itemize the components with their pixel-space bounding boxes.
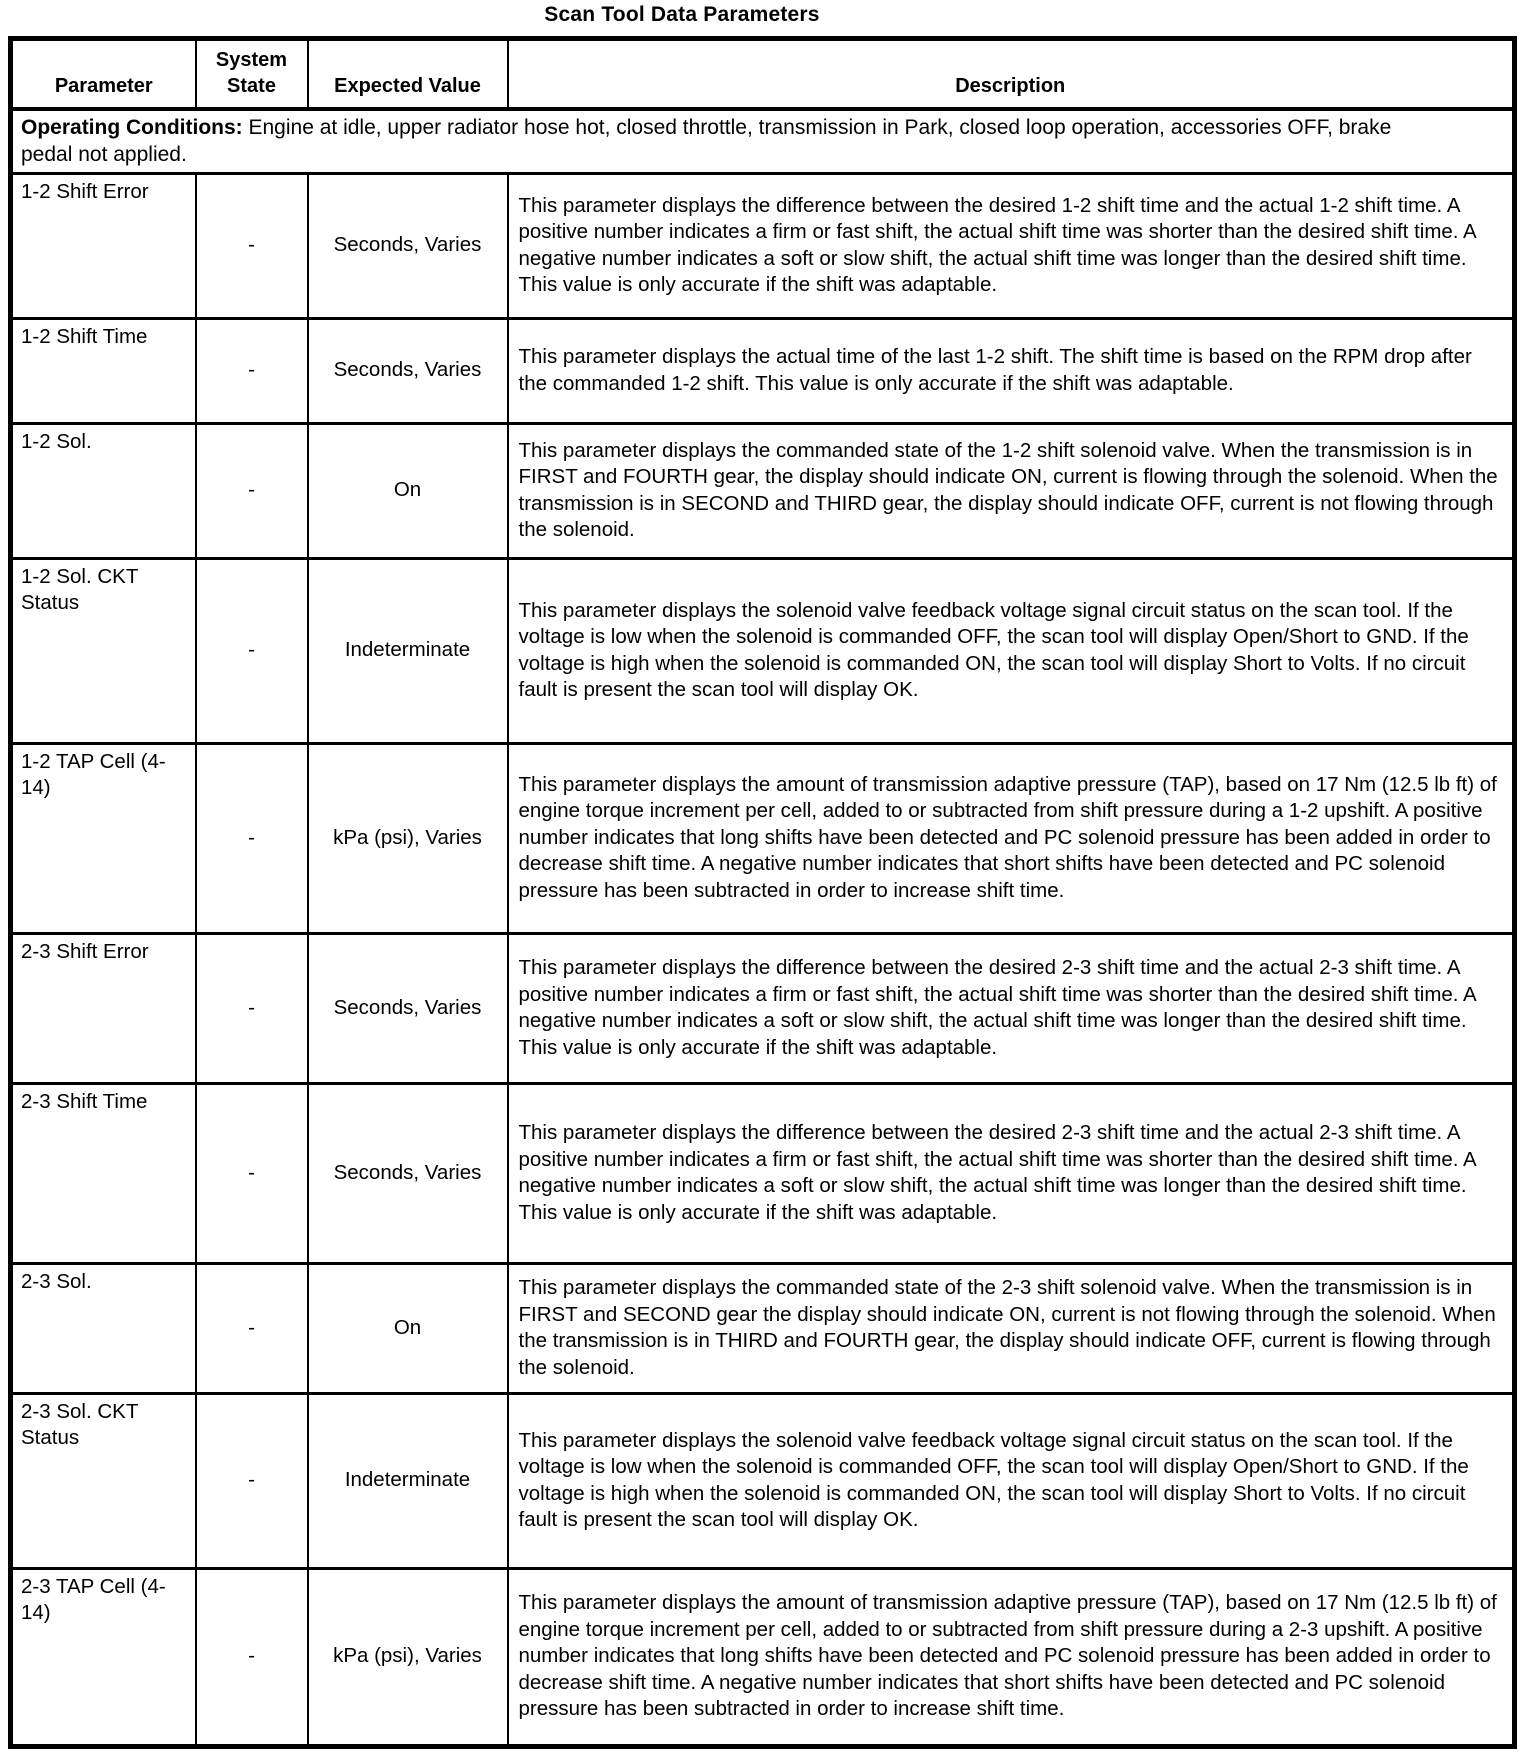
parameter-cell: 2-3 Sol. CKT Status xyxy=(11,1393,196,1568)
description-cell: This parameter displays the commanded state of the 1-2 shift solenoid valve. When the transmission is in FIRST and FOURTH gear, the display should indicate ON, current is flowing through the solenoid. When the transmission is in SECOND and THIRD gear, the display should indicate OFF, current is not flowing through the solenoid. xyxy=(508,423,1515,558)
expected-value-cell: On xyxy=(308,1263,508,1393)
header-row xyxy=(11,39,1515,109)
table-row xyxy=(11,1263,1515,1393)
description-cell: This parameter displays the difference between the desired 2-3 shift time and the actual 2-3 shift time. A positive number indicates a firm or fast shift, the actual shift time was shorter than the desired shift time. A negative number indicates a soft or slow shift, the actual shift time was longer than the desired shift time. This value is only accurate if the shift was adaptable. xyxy=(508,1083,1515,1263)
table-row xyxy=(11,1083,1515,1263)
page-title: Scan Tool Data Parameters xyxy=(544,3,820,26)
parameter-cell: 2-3 TAP Cell (4-14) xyxy=(11,1568,196,1746)
table-row xyxy=(11,1568,1515,1746)
description-cell: This parameter displays the actual time of the last 1-2 shift. The shift time is based on the RPM drop after the commanded 1-2 shift. This value is only accurate if the shift was adaptable. xyxy=(508,318,1515,423)
table-body xyxy=(11,109,1515,1747)
parameter-cell: 2-3 Sol. xyxy=(11,1263,196,1393)
description-cell: This parameter displays the solenoid valve feedback voltage signal circuit status on the scan tool. If the voltage is low when the solenoid is commanded OFF, the scan tool will display Open/Short to GND. If the voltage is high when the solenoid is commanded ON, the scan tool will display Short to Volts. If no circuit fault is present the scan tool will display OK. xyxy=(508,558,1515,743)
table-row xyxy=(11,743,1515,933)
operating-conditions-label: Operating Conditions: xyxy=(21,115,243,139)
table-row xyxy=(11,558,1515,743)
col-header-description: Description xyxy=(508,39,1515,109)
system-state-cell: - xyxy=(196,743,308,933)
operating-conditions-text: Engine at idle, upper radiator hose hot, closed throttle, transmission in Park, closed loop operation, accessories OFF, brake pedal not applied. xyxy=(21,115,1392,166)
description-cell: This parameter displays the solenoid valve feedback voltage signal circuit status on the scan tool. If the voltage is low when the solenoid is commanded OFF, the scan tool will display Open/Short to GND. If the voltage is high when the solenoid is commanded ON, the scan tool will display Short to Volts. If no circuit fault is present the scan tool will display OK. xyxy=(508,1393,1515,1568)
table-row xyxy=(11,173,1515,318)
system-state-cell: - xyxy=(196,558,308,743)
parameter-cell: 1-2 Shift Error xyxy=(11,173,196,318)
system-state-cell: - xyxy=(196,1393,308,1568)
expected-value-cell: Seconds, Varies xyxy=(308,1083,508,1263)
system-state-cell: - xyxy=(196,1263,308,1393)
col-header-expected-value: Expected Value xyxy=(308,39,508,109)
system-state-cell: - xyxy=(196,318,308,423)
parameter-cell: 1-2 Shift Time xyxy=(11,318,196,423)
table-row xyxy=(11,1393,1515,1568)
operating-conditions-paragraph xyxy=(21,114,1441,168)
description-cell: This parameter displays the amount of transmission adaptive pressure (TAP), based on 17 Nm (12.5 lb ft) of engine torque increment per cell, added to or subtracted from shift pressure during a 1-2 upshift. A positive number indicates that long shifts have been detected and PC solenoid pressure has been added in order to decrease shift time. A negative number indicates that short shifts have been detected and PC solenoid pressure has been subtracted in order to increase shift time. xyxy=(508,743,1515,933)
description-cell: This parameter displays the difference between the desired 2-3 shift time and the actual 2-3 shift time. A positive number indicates a firm or fast shift, the actual shift time was shorter than the desired shift time. A negative number indicates a soft or slow shift, the actual shift time was longer than the desired shift time. This value is only accurate if the shift was adaptable. xyxy=(508,933,1515,1083)
expected-value-cell: Indeterminate xyxy=(308,1393,508,1568)
expected-value-cell: kPa (psi), Varies xyxy=(308,1568,508,1746)
expected-value-cell: Indeterminate xyxy=(308,558,508,743)
table-header xyxy=(11,39,1515,109)
table-row xyxy=(11,423,1515,558)
description-cell: This parameter displays the difference between the desired 1-2 shift time and the actual 1-2 shift time. A positive number indicates a firm or fast shift, the actual shift time was shorter than the desired shift time. A negative number indicates a soft or slow shift, the actual shift time was longer than the desired shift time. This value is only accurate if the shift was adaptable. xyxy=(508,173,1515,318)
table-row xyxy=(11,933,1515,1083)
parameter-cell: 1-2 TAP Cell (4-14) xyxy=(11,743,196,933)
scan-tool-data-table xyxy=(8,36,1517,1749)
title-container xyxy=(0,0,1364,27)
parameter-cell: 2-3 Shift Time xyxy=(11,1083,196,1263)
expected-value-cell: Seconds, Varies xyxy=(308,933,508,1083)
operating-conditions-cell xyxy=(11,109,1515,174)
system-state-cell: - xyxy=(196,1083,308,1263)
parameter-cell: 1-2 Sol. CKT Status xyxy=(11,558,196,743)
col-header-parameter: Parameter xyxy=(11,39,196,109)
description-cell: This parameter displays the commanded state of the 2-3 shift solenoid valve. When the transmission is in FIRST and SECOND gear the display should indicate ON, current is not flowing through the solenoid. When the transmission is in THIRD and FOURTH gear, the display should indicate OFF, current is flowing through the solenoid. xyxy=(508,1263,1515,1393)
col-header-system-state: System State xyxy=(196,39,308,109)
expected-value-cell: On xyxy=(308,423,508,558)
expected-value-cell: kPa (psi), Varies xyxy=(308,743,508,933)
expected-value-cell: Seconds, Varies xyxy=(308,173,508,318)
parameter-cell: 1-2 Sol. xyxy=(11,423,196,558)
system-state-cell: - xyxy=(196,933,308,1083)
parameter-cell: 2-3 Shift Error xyxy=(11,933,196,1083)
system-state-cell: - xyxy=(196,423,308,558)
system-state-cell: - xyxy=(196,1568,308,1746)
table-row xyxy=(11,318,1515,423)
system-state-cell: - xyxy=(196,173,308,318)
description-cell: This parameter displays the amount of transmission adaptive pressure (TAP), based on 17 Nm (12.5 lb ft) of engine torque increment per cell, added to or subtracted from shift pressure during a 2-3 upshift. A positive number indicates that long shifts have been detected and PC solenoid pressure has been added in order to decrease shift time. A negative number indicates that short shifts have been detected and PC solenoid pressure has been subtracted in order to increase shift time. xyxy=(508,1568,1515,1746)
expected-value-cell: Seconds, Varies xyxy=(308,318,508,423)
operating-conditions-row xyxy=(11,109,1515,174)
